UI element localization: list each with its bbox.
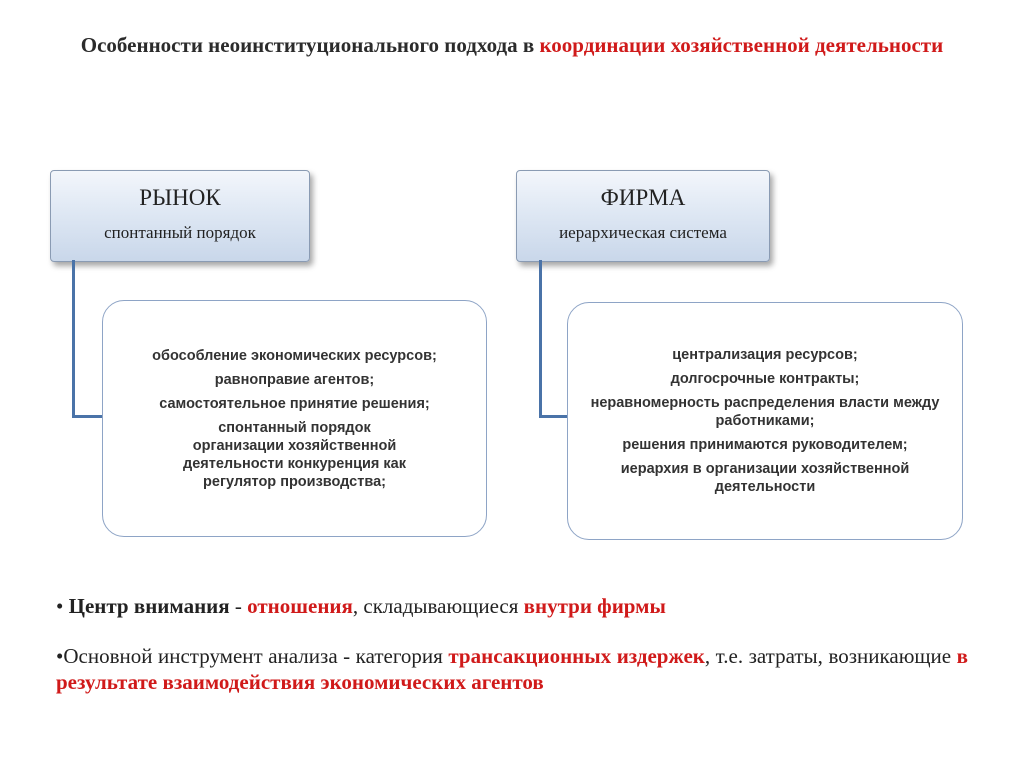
- firm-item-4: решения принимаются руководителем;: [622, 437, 908, 453]
- market-item-4: спонтанный порядок организации хозяйственной деятельности конкуренция как регулятор производства;: [183, 419, 406, 490]
- bullet-list: [56, 593, 968, 695]
- bullet-focus: [56, 593, 968, 619]
- page-title: [40, 30, 984, 60]
- bullet1-bold: Центр внимания: [68, 594, 230, 618]
- title-part1: Особенности неоинституционального подхода в: [80, 33, 540, 57]
- firm-header-box: [516, 170, 770, 262]
- firm-details-box: [567, 302, 963, 540]
- bullet2-red1: трансакционных издержек: [448, 644, 705, 668]
- bullet-marker: •: [56, 594, 64, 618]
- firm-subheading: иерархическая система: [559, 223, 727, 242]
- bullet2-text2: , т.е. затраты, возникающие: [704, 644, 957, 668]
- firm-item-2: долгосрочные контракты;: [670, 371, 860, 387]
- market-heading: РЫНОК: [139, 185, 221, 210]
- market-details-box: [102, 300, 487, 537]
- title-highlight: координации хозяйственной деятельности: [539, 33, 944, 57]
- firm-item-3: неравномерность распределения власти между работниками;: [590, 395, 940, 429]
- bullet-tool: [56, 643, 968, 695]
- bullet2-red2: в результате взаимодействия экономических агентов: [56, 644, 968, 694]
- firm-item-5: иерархия в организации хозяйственной деятельности: [620, 461, 910, 495]
- market-item-1: обособление экономических ресурсов;: [152, 347, 437, 364]
- bullet-marker: •: [56, 644, 64, 668]
- market-header-box: [50, 170, 310, 262]
- market-subheading: спонтанный порядок: [104, 223, 256, 242]
- bullet1-mid: , складывающиеся: [352, 594, 524, 618]
- firm-connector: [539, 260, 570, 418]
- bullet1-red2: внутри фирмы: [523, 594, 666, 618]
- market-connector: [72, 260, 105, 418]
- bullet1-red1: отношения: [247, 594, 353, 618]
- market-item-2: равноправие агентов;: [214, 371, 375, 388]
- bullet1-dash: -: [229, 594, 248, 618]
- market-item-3: самостоятельное принятие решения;: [159, 395, 430, 412]
- firm-item-1: централизация ресурсов;: [672, 347, 858, 363]
- firm-heading: ФИРМА: [600, 185, 686, 210]
- bullet2-text1: Основной инструмент анализа - категория: [63, 644, 449, 668]
